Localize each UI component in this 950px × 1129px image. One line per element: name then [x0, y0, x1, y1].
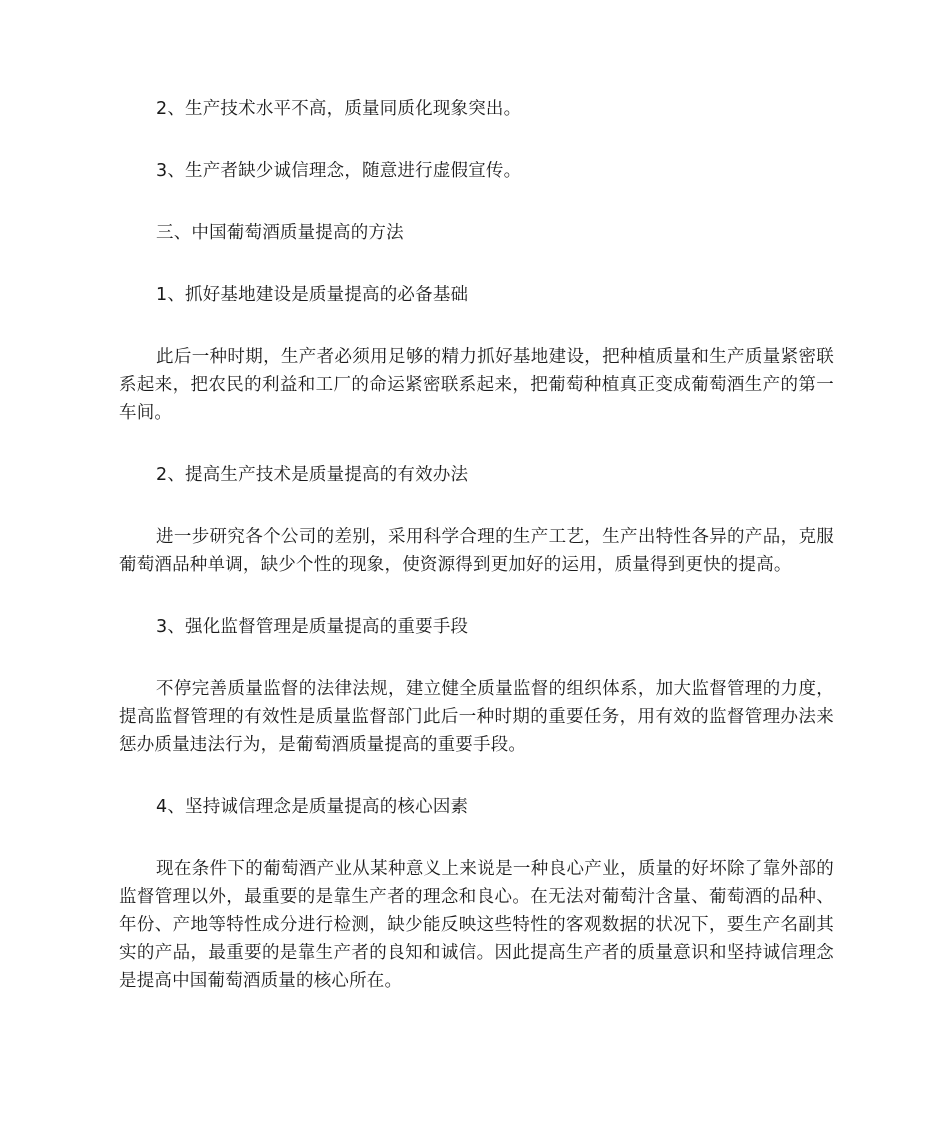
paragraph-production-technology: 进一步研究各个公司的差别，采用科学合理的生产工艺，生产出特性各异的产品，克服葡萄酒品种单调，缺少个性的现象，使资源得到更加好的运用，质量得到更快的提高。 [119, 527, 834, 575]
subheading-production-technology: 2、提高生产技术是质量提高的有效办法 [156, 465, 469, 485]
paragraph-integrity: 现在条件下的葡萄酒产业从某种意义上来说是一种良心产业，质量的好坏除了靠外部的监督管理以外，最重要的是靠生产者的理念和良心。在无法对葡萄汁含量、葡萄酒的品种、年份、产地等特性成分进行检测，缺少能反映这些特性的客观数据的状况下，要生产名副其实的产品，最重要的是靠生产者的良知和诚信。因此提高生产者的质量意识和坚持诚信理念是提高中国葡萄酒质量的核心所在。 [119, 859, 834, 991]
section-heading-methods: 三、中国葡萄酒质量提高的方法 [156, 223, 404, 243]
paragraph-base-construction: 此后一种时期，生产者必须用足够的精力抓好基地建设，把种植质量和生产质量紧密联系起来，把农民的利益和工厂的命运紧密联系起来，把葡萄种植真正变成葡萄酒生产的第一车间。 [119, 347, 834, 423]
list-item-issue-2: 2、生产技术水平不高，质量同质化现象突出。 [156, 99, 522, 119]
subheading-supervision: 3、强化监督管理是质量提高的重要手段 [156, 617, 469, 637]
paragraph-supervision: 不停完善质量监督的法律法规，建立健全质量监督的组织体系，加大监督管理的力度，提高监督管理的有效性是质量监督部门此后一种时期的重要任务，用有效的监督管理办法来惩办质量违法行为，是葡萄酒质量提高的重要手段。 [119, 679, 834, 755]
subheading-integrity: 4、坚持诚信理念是质量提高的核心因素 [156, 797, 469, 817]
list-item-issue-3: 3、生产者缺少诚信理念，随意进行虚假宣传。 [156, 161, 522, 181]
document-page [119, 95, 834, 995]
subheading-base-construction: 1、抓好基地建设是质量提高的必备基础 [156, 285, 469, 305]
